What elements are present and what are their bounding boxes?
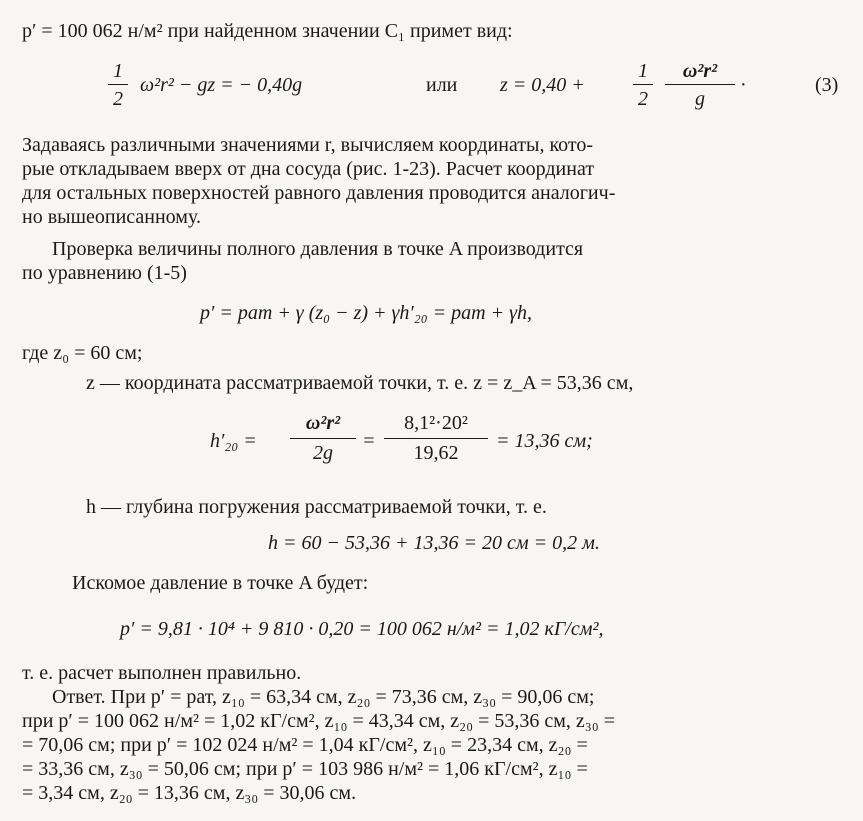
fraction-numerator: ω²r² xyxy=(305,412,341,434)
fraction-denominator: 2 xyxy=(638,88,648,110)
text-line: но вышеописанному. xyxy=(22,206,201,228)
fraction-bar xyxy=(290,438,356,439)
text-line: рые откладываем вверх от дна сосуда (рис. 1-23). Расчет координат xyxy=(22,158,595,180)
equation-dot: · xyxy=(740,74,747,96)
fraction-denominator: 2 xyxy=(113,88,123,110)
equation-final-pressure: p′ = 9,81 · 10⁴ + 9 810 · 0,20 = 100 062 н/м² = 1,02 кГ/см², xyxy=(120,618,604,640)
answer-line: Ответ. При p′ = pат, z₁₀ = 63,34 см, z₂₀ = 73,36 см, z₃₀ = 90,06 см; xyxy=(52,686,595,708)
equation-right-part: z = 0,40 + xyxy=(500,74,585,96)
text-line: z — координата рассматриваемой точки, т. е. z = z_A = 53,36 см, xyxy=(86,372,634,394)
fraction-numerator: 1 xyxy=(113,60,123,82)
equation-lhs: h′₂₀ = xyxy=(210,430,257,452)
fraction-denominator: 2g xyxy=(313,442,333,464)
text-line: Проверка величины полного давления в точке A производится xyxy=(52,238,584,260)
answer-line: = 70,06 см; при p′ = 102 024 н/м² = 1,04 кГ/см², z₁₀ = 23,34 см, z₂₀ = xyxy=(22,734,588,756)
fraction-bar xyxy=(633,84,653,85)
fraction-bar xyxy=(384,438,488,439)
equation-number: (3) xyxy=(815,74,839,96)
equation-left-part: ω²r² − gz = − 0,40g xyxy=(140,74,303,96)
fraction-bar xyxy=(108,84,128,85)
text-line: по уравнению (1-5) xyxy=(22,262,187,284)
fraction-denominator: g xyxy=(695,88,705,110)
equation-pressure: p′ = pат + γ (z₀ − z) + γh′₂₀ = pат + γh, xyxy=(200,302,533,324)
or-word: или xyxy=(426,74,458,96)
equation-h: h = 60 − 53,36 + 13,36 = 20 см = 0,2 м. xyxy=(268,532,600,554)
answer-line: при p′ = 100 062 н/м² = 1,02 кГ/см², z₁₀ = 43,34 см, z₂₀ = 53,36 см, z₃₀ = xyxy=(22,710,615,732)
fraction-numerator: 8,1²·20² xyxy=(404,412,468,434)
equals-sign: = xyxy=(362,430,376,452)
text-line: p′ = 100 062 н/м² при найденном значении C₁ примет вид: xyxy=(22,20,513,42)
text-line: Задаваясь различными значениями r, вычисляем координаты, кото- xyxy=(22,134,594,156)
text-line: h — глубина погружения рассматриваемой точки, т. е. xyxy=(86,496,547,518)
fraction-numerator: 1 xyxy=(638,60,648,82)
equation-rhs: = 13,36 см; xyxy=(496,430,593,452)
text-line: для остальных поверхностей равного давления проводится аналогич- xyxy=(22,182,616,204)
fraction-denominator: 19,62 xyxy=(413,442,459,464)
fraction-bar xyxy=(665,84,735,85)
text-line: т. е. расчет выполнен правильно. xyxy=(22,662,302,684)
fraction-numerator: ω²r² xyxy=(682,60,718,82)
text-line: где z₀ = 60 см; xyxy=(22,342,143,364)
answer-line: = 3,34 см, z₂₀ = 13,36 см, z₃₀ = 30,06 см. xyxy=(22,782,357,804)
text-line: Искомое давление в точке A будет: xyxy=(72,572,369,594)
answer-line: = 33,36 см, z₃₀ = 50,06 см; при p′ = 103 986 н/м² = 1,06 кГ/см², z₁₀ = xyxy=(22,758,588,780)
